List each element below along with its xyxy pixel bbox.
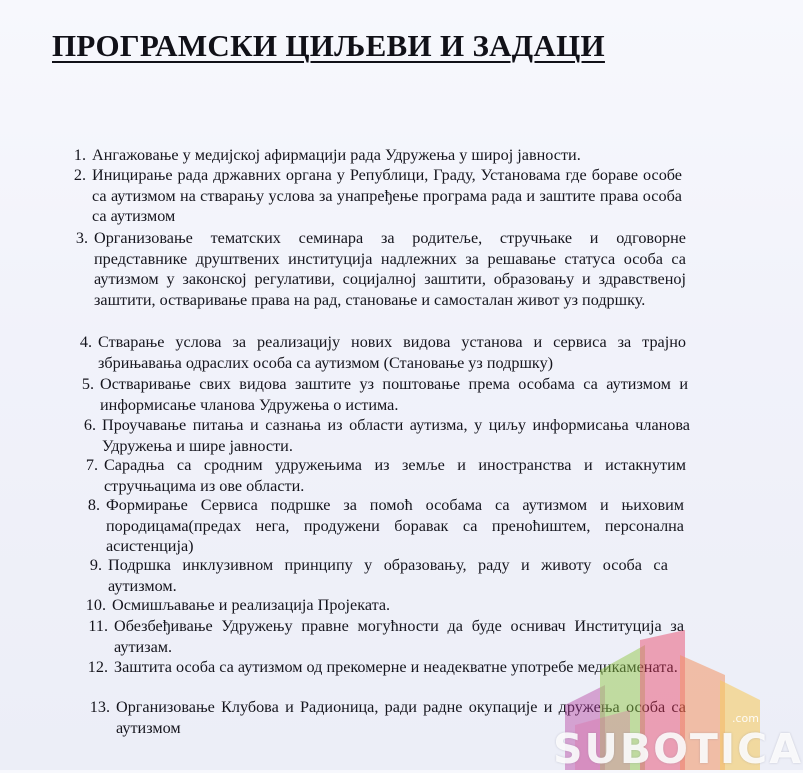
item-text: Обезбеђивање Удружењу правне могућности да буде оснивач Институција за аутизам. bbox=[114, 617, 684, 656]
item-text: Проучавање питања и сазнања из области аутизма, у циљу информисања чланова Удружења и шире јавности. bbox=[102, 416, 690, 455]
item-number: 8. bbox=[87, 496, 100, 514]
item-text: Организовање Клубова и Радионица, ради радне окупације и дружења особа са аутизмом bbox=[116, 698, 686, 737]
item-number: 10. bbox=[85, 596, 106, 614]
item-text: Формирање Сервиса подршке за помоћ особама са аутизмом и њиховим породицама(предах нега, продужени боравак са преноћиштем, персонална асистенција) bbox=[106, 496, 684, 555]
item-text: Подршка инклузивном принципу у образовању, раду и животу особа са аутизмом. bbox=[108, 556, 668, 595]
item-number: 9. bbox=[89, 556, 102, 574]
item-number: 3. bbox=[75, 229, 88, 247]
item-number: 1. bbox=[73, 146, 86, 164]
item-number: 6. bbox=[83, 416, 96, 434]
item-number: 7. bbox=[85, 456, 98, 474]
document-title: ПРОГРАМСКИ ЦИЉЕВИ И ЗАДАЦИ bbox=[52, 28, 605, 63]
item-text: Заштита особа са аутизмом од прекомерне и неадекватне употребе медикамената. bbox=[114, 658, 678, 676]
item-text: Сарадња са сродним удружењима из земље и иностранства и истакнутим стручњацима из ове области. bbox=[104, 456, 686, 495]
item-number: 2. bbox=[73, 166, 86, 184]
item-text: Ангажовање у медијској афирмацији рада Удружења у широј јавности. bbox=[92, 146, 581, 164]
item-number: 4. bbox=[79, 333, 92, 351]
item-number: 13. bbox=[89, 698, 110, 716]
watermark-suffix: .com bbox=[732, 712, 759, 725]
watermark-brand: SUBOTICA bbox=[553, 725, 803, 773]
item-text: Остваривање свих видова заштите уз поштовање према особама са аутизмом и информисање чланова Удружења о истима. bbox=[100, 375, 688, 414]
item-text: Иницирање рада државних органа у Републици, Граду, Установама где бораве особе са аутизмом на стварању услова за унапређење програма рада и заштите права особа са аутизмом bbox=[92, 166, 682, 225]
item-number: 12. bbox=[87, 658, 108, 676]
item-number: 11. bbox=[88, 617, 108, 635]
item-number: 5. bbox=[81, 375, 94, 393]
item-text: Осмишљавање и реализација Пројеката. bbox=[112, 596, 391, 614]
item-text: Стварање услова за реализацију нових видова установа и сервиса за трајно збрињавања одраслих особа са аутизмом (Становање уз подршку) bbox=[98, 333, 686, 372]
item-text: Организовање тематских семинара за родитеље, стручњаке и одговорне представнике друштвених институција надлежних за решавање статуса особа са аутизмом у законској регулативи, социјалној заштити, образовању и здравственој заштити, остваривање права на рад, становање и самосталан живот уз подршку. bbox=[94, 229, 686, 309]
